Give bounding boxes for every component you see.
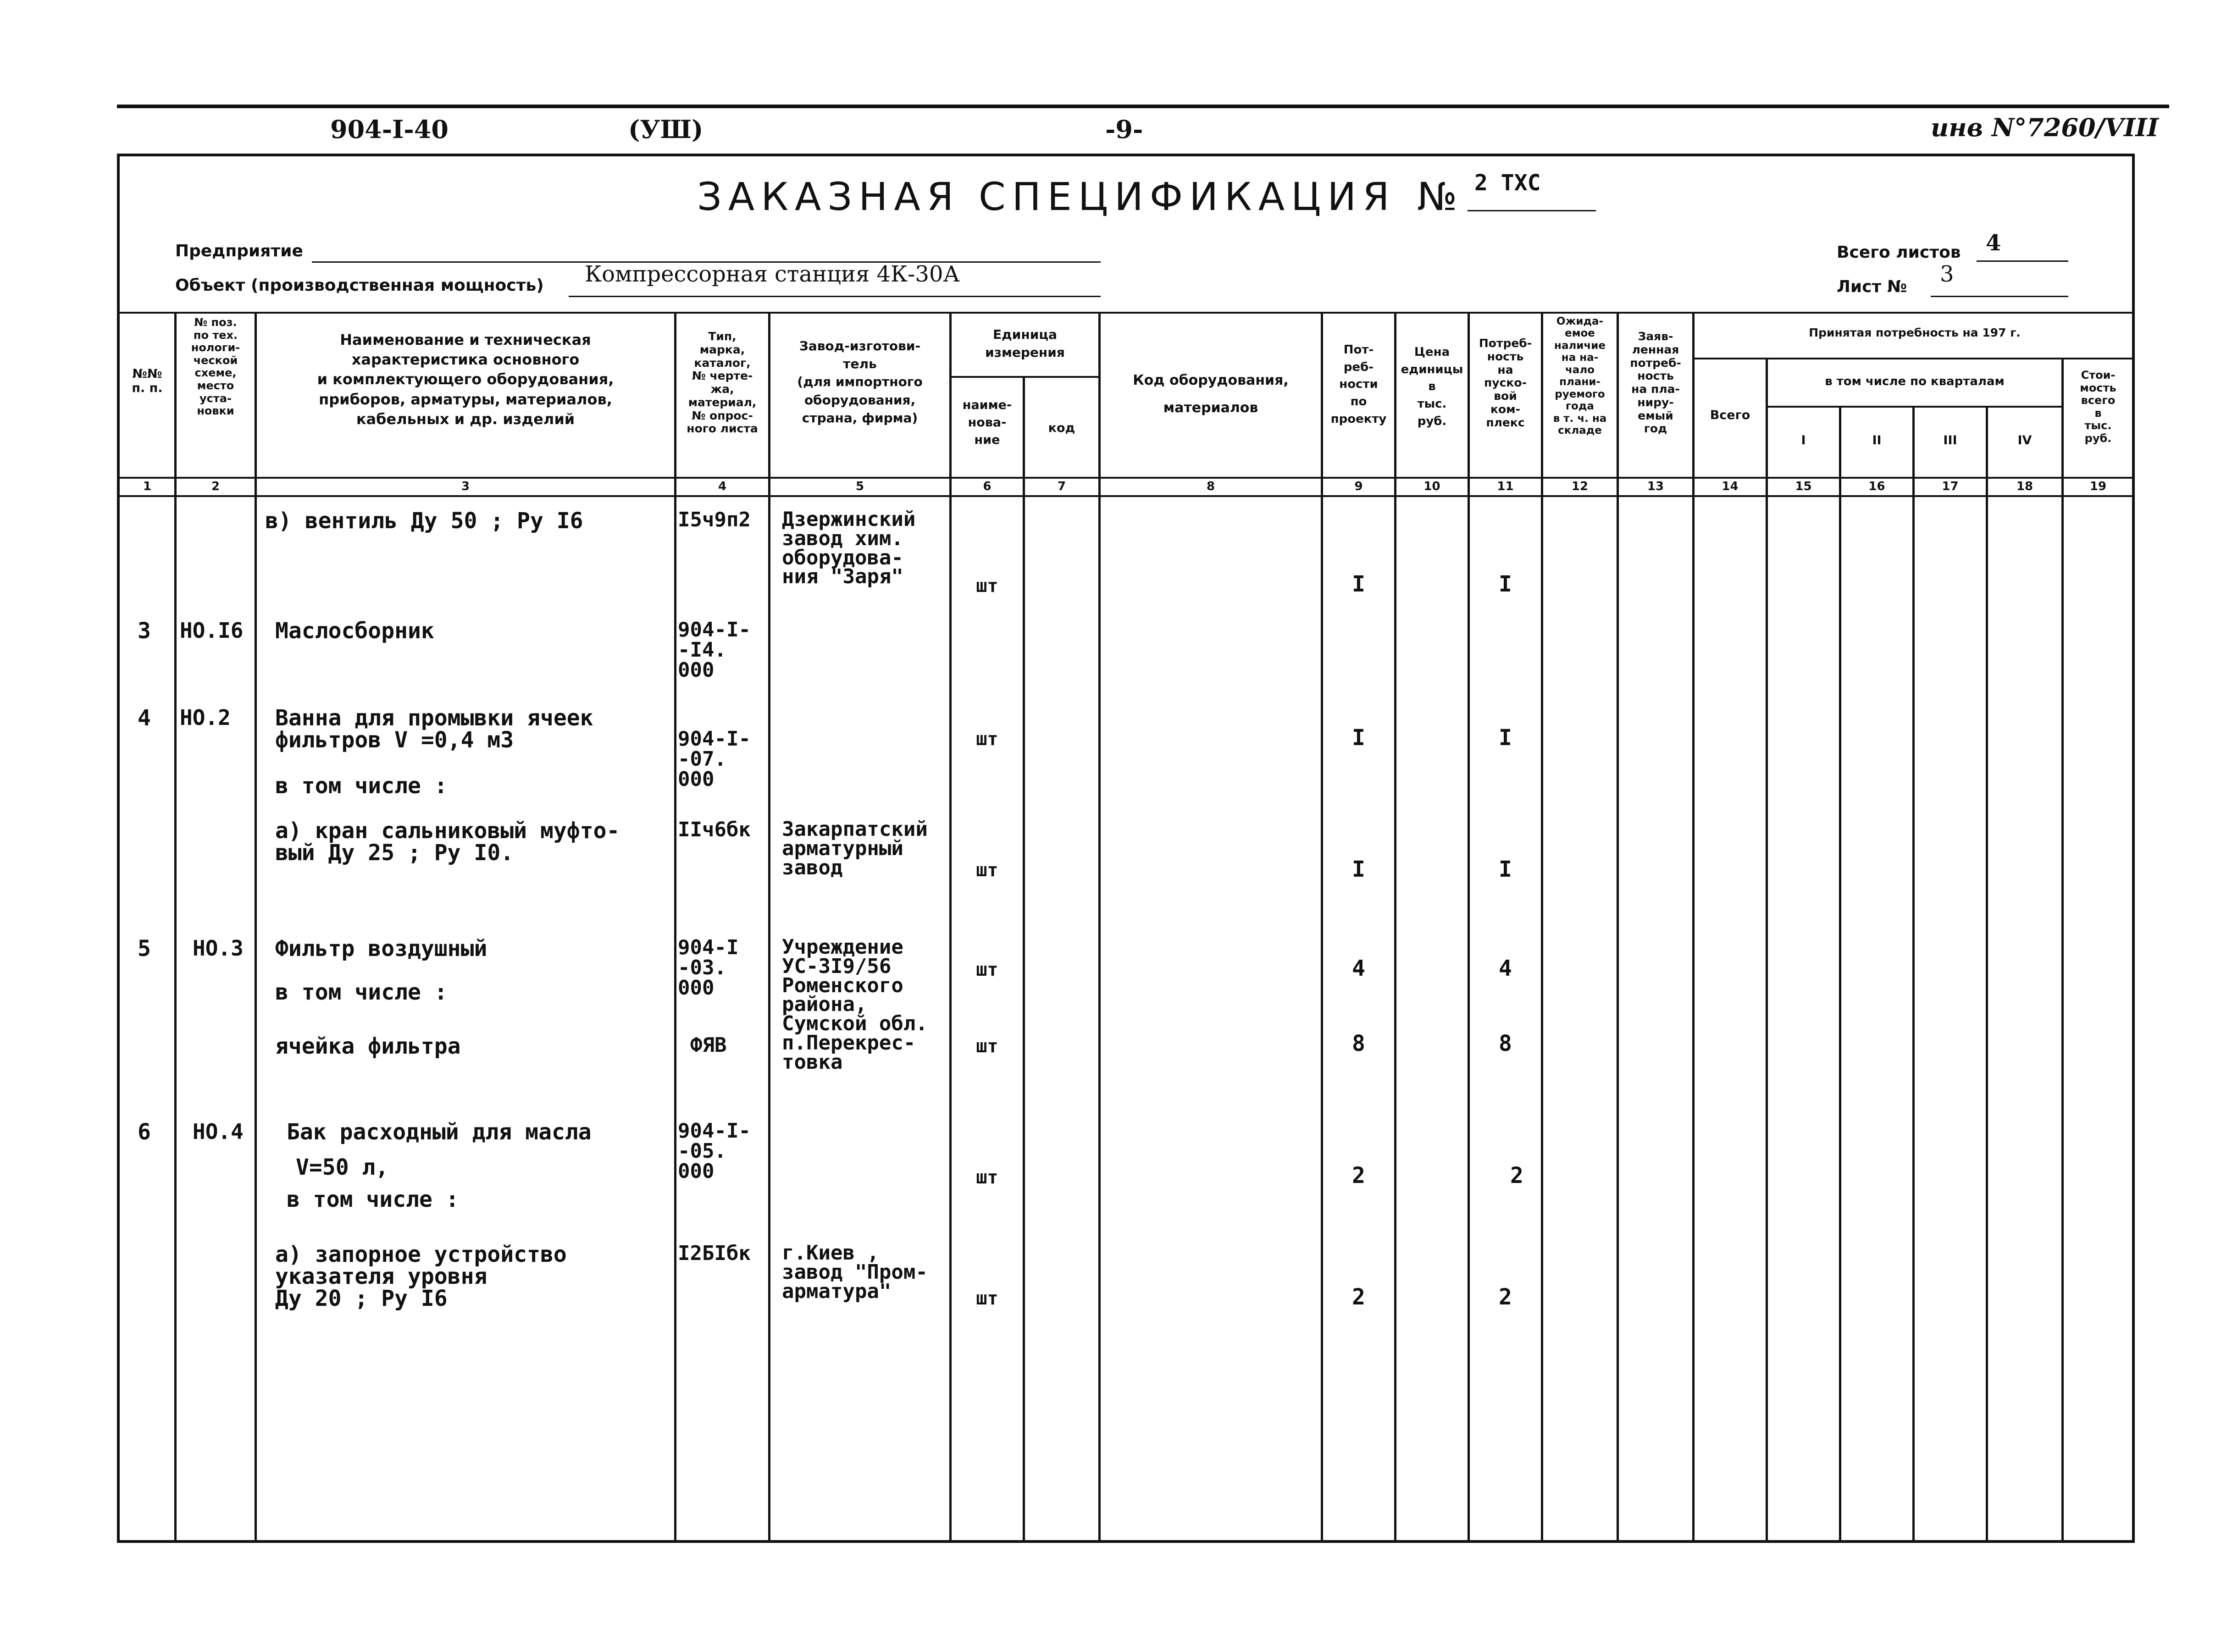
doc-code: 904-I-40 xyxy=(330,115,449,144)
col-num-13: 13 xyxy=(1647,480,1664,493)
col-rule-12 xyxy=(1617,312,1619,1541)
table-top-rule xyxy=(118,312,2134,314)
col-head-3: Наименование и техническая характеристика основного и комплектующего оборудования, приборов, арматуры, материалов, кабельных и др. изделий xyxy=(317,331,614,428)
col-num-19: 19 xyxy=(2089,480,2107,493)
col-head-6: наиме- нова- ние xyxy=(962,398,1012,447)
row4-unit: шт xyxy=(976,959,998,980)
row3-name: а) кран сальниковый муфто- вый Ду 25 ; Ру I0. xyxy=(275,818,620,866)
col-head-11: Потреб- ность на пуско- вой ком- плекс xyxy=(1479,337,1532,429)
row6-start: 2 xyxy=(1510,1163,1523,1188)
sheet-value: 3 xyxy=(1940,261,1954,287)
row6-including: в том числе : xyxy=(287,1187,459,1212)
row7-unit: шт xyxy=(976,1288,998,1309)
col-rule-15 xyxy=(1839,406,1841,1541)
row5-unit: шт xyxy=(976,1036,998,1057)
col-num-1: 1 xyxy=(143,480,152,493)
col-num-9: 9 xyxy=(1354,480,1363,493)
col-rule-4 xyxy=(768,312,770,1541)
number-row-rule xyxy=(118,495,2134,497)
col-num-8: 8 xyxy=(1206,480,1215,493)
row4-including: в том числе : xyxy=(275,979,448,1005)
col-num-2: 2 xyxy=(211,480,220,493)
col-head-unit: Единица измерения xyxy=(985,327,1065,360)
row7-start: 2 xyxy=(1499,1284,1512,1310)
row4-type: 904-I -03. 000 xyxy=(678,936,739,1000)
title-no-label: № xyxy=(1417,174,1464,219)
row6-unit: шт xyxy=(976,1167,998,1188)
row6-pos: НО.4 xyxy=(193,1119,244,1144)
row2-need: I xyxy=(1352,725,1365,751)
row5-start: 8 xyxy=(1499,1031,1512,1056)
col-rule-10 xyxy=(1468,312,1470,1541)
inventory-number: инв N°7260/VIII xyxy=(1931,113,2159,142)
sheet-underline xyxy=(1931,296,2068,297)
col-head-quarters: в том числе по кварталам xyxy=(1825,375,2005,388)
col-head-13: Заяв- ленная потреб- ность на пла- ниру- емый год xyxy=(1630,330,1681,436)
volume: (УШ) xyxy=(628,115,703,144)
col-rule-3 xyxy=(674,312,676,1541)
col-rule-9 xyxy=(1394,312,1396,1541)
row7-maker: г.Киев , завод "Пром- арматура" xyxy=(782,1241,928,1303)
row4-maker: Учреждение УС-3I9/56 Роменского района, Сумской обл. п.Перекрес- товка xyxy=(782,935,928,1074)
row3-start: I xyxy=(1499,856,1512,882)
col-num-15: 15 xyxy=(1795,480,1812,493)
row7-need: 2 xyxy=(1352,1284,1365,1310)
col-head-12: Ожида- емое наличие на на- чало плани- руемого года в т. ч. на складе xyxy=(1553,315,1607,436)
col-rule-11 xyxy=(1541,312,1543,1541)
col-num-18: 18 xyxy=(2016,480,2033,493)
row1-type: 904-I- -I4. 000 xyxy=(678,618,751,682)
row6-volume: V=50 л, xyxy=(296,1155,389,1180)
col-num-6: 6 xyxy=(983,480,991,493)
total-sheets-value: 4 xyxy=(1986,230,2001,256)
col-rule-1 xyxy=(174,312,177,1541)
row3-type: IIч6бк xyxy=(678,818,751,841)
col-num-10: 10 xyxy=(1423,480,1440,493)
col-head-4: Тип, марка, каталог, № черте- жа, материал, № опрос- ного листа xyxy=(687,330,758,436)
col-num-12: 12 xyxy=(1571,480,1589,493)
row6-name: Бак расходный для масла xyxy=(287,1119,592,1145)
row6-need: 2 xyxy=(1352,1163,1365,1188)
col-rule-13 xyxy=(1692,312,1695,1541)
row2-type: 904-I- -07. 000 xyxy=(678,727,751,791)
total-sheets-label: Всего листов xyxy=(1837,243,1961,262)
row7-type: I2БIбк xyxy=(678,1242,751,1265)
row4-name: Фильтр воздушный xyxy=(275,936,487,961)
page-number: -9- xyxy=(1105,115,1143,144)
row6-type: 904-I- -05. 000 xyxy=(678,1119,751,1183)
col-head-14: Всего xyxy=(1710,408,1750,422)
col-rule-16 xyxy=(1912,406,1915,1541)
col-head-17: III xyxy=(1943,433,1957,448)
page-title: ЗАКАЗНАЯ СПЕЦИФИКАЦИЯ xyxy=(697,174,1396,219)
row4-no: 5 xyxy=(138,936,151,961)
row2-including: в том числе : xyxy=(275,773,448,799)
col-head-5: Завод-изготови- тель (для импортного оборудования, страна, фирма) xyxy=(797,338,923,425)
col-head-7: код xyxy=(1048,421,1075,435)
col-rule-8 xyxy=(1321,312,1323,1541)
col-num-16: 16 xyxy=(1868,480,1885,493)
col-head-9: Пот- реб- ности по проекту xyxy=(1330,343,1387,426)
row3-unit: шт xyxy=(976,860,998,881)
col-num-3: 3 xyxy=(461,480,470,493)
col-head-accepted: Принятая потребность на 197 г. xyxy=(1809,326,2021,339)
row5-name: ячейка фильтра xyxy=(275,1033,461,1059)
col-rule-14 xyxy=(1766,358,1768,1541)
col-rule-5 xyxy=(949,312,952,1541)
top-rule xyxy=(117,105,2169,108)
col-num-4: 4 xyxy=(718,480,727,493)
row5-need: 8 xyxy=(1352,1031,1365,1056)
object-label: Объект (производственная мощность) xyxy=(175,276,544,295)
row2-pos: НО.2 xyxy=(180,705,231,730)
row0-maker: Дзержинский завод хим. оборудова- ния "Заря" xyxy=(782,508,916,589)
row0-unit: шт xyxy=(976,575,998,597)
row2-unit: шт xyxy=(976,729,998,750)
col-head-1: №№ п. п. xyxy=(132,367,163,396)
object-value: Компрессорная станция 4К-30А xyxy=(585,261,960,287)
col-num-7: 7 xyxy=(1057,480,1066,493)
row5-type: ФЯВ xyxy=(690,1033,727,1057)
row4-start: 4 xyxy=(1499,956,1512,981)
row1-no: 3 xyxy=(138,618,151,644)
col-head-8: Код оборудования, материалов xyxy=(1133,372,1289,416)
row2-name: Ванна для промывки ячеек фильтров V =0,4 м3 xyxy=(275,705,593,753)
row6-no: 6 xyxy=(138,1119,151,1145)
col-head-15: I xyxy=(1801,433,1806,448)
col-num-11: 11 xyxy=(1497,480,1514,493)
row1-name: Маслосборник xyxy=(275,618,434,644)
col-head-16: II xyxy=(1872,433,1882,448)
col-rule-6 xyxy=(1023,376,1025,1541)
total-sheets-underline xyxy=(1977,260,2068,262)
col-rule-7 xyxy=(1098,312,1101,1541)
row0-name: в) вентиль Ду 50 ; Ру I6 xyxy=(265,508,583,534)
row2-no: 4 xyxy=(138,705,151,731)
col-num-14: 14 xyxy=(1722,480,1739,493)
col-head-19: Стои- мость всего в тыс. руб. xyxy=(2080,369,2116,445)
row7-name: а) запорное устройство указателя уровня Ду 20 ; Ру I6 xyxy=(275,1242,567,1311)
col-rule-17 xyxy=(1986,406,1988,1541)
row2-start: I xyxy=(1499,725,1512,751)
row4-need: 4 xyxy=(1352,956,1365,981)
row0-need: I xyxy=(1352,571,1365,597)
spec-number-underline xyxy=(1468,210,1596,211)
col-rule-18 xyxy=(2061,358,2064,1541)
enterprise-label: Предприятие xyxy=(175,242,303,260)
col-num-5: 5 xyxy=(855,480,864,493)
object-underline xyxy=(569,296,1101,297)
accepted-split-rule xyxy=(1692,358,2135,359)
row3-maker: Закарпатский арматурный завод xyxy=(782,818,928,879)
row0-start: I xyxy=(1499,571,1512,597)
sheet-label: Лист № xyxy=(1837,277,1907,296)
col-rule-2 xyxy=(255,312,257,1541)
header-bottom-rule xyxy=(118,477,2134,479)
row4-pos: НО.3 xyxy=(193,936,244,961)
col-head-2: № поз. по тех. нологи- ческой схеме, место уста- новки xyxy=(191,316,240,418)
row3-need: I xyxy=(1352,856,1365,882)
row0-type: I5ч9п2 xyxy=(678,508,751,531)
col-num-17: 17 xyxy=(1942,480,1959,493)
col-head-18: IV xyxy=(2017,433,2032,448)
row1-pos: НО.I6 xyxy=(180,618,244,643)
spec-number: 2 ТХС xyxy=(1474,170,1541,196)
col-head-10: Цена единицы в тыс. руб. xyxy=(1401,345,1463,428)
